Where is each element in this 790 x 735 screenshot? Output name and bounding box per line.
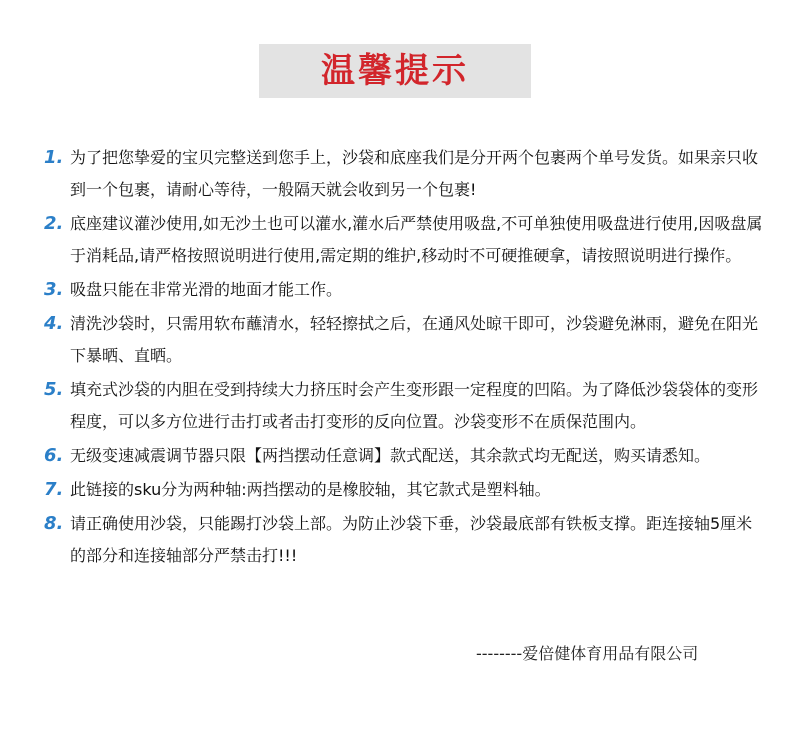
note-number: 3.	[44, 279, 64, 300]
note-item	[44, 374, 764, 438]
note-item	[44, 208, 764, 272]
note-item	[44, 308, 764, 372]
note-item	[44, 142, 764, 206]
note-number: 7.	[44, 479, 64, 500]
title-banner	[259, 44, 531, 98]
note-number: 1.	[44, 147, 64, 168]
note-text: 吸盘只能在非常光滑的地面才能工作。	[70, 280, 343, 299]
note-number: 4.	[44, 313, 64, 334]
note-number: 5.	[44, 379, 64, 400]
note-text: 填充式沙袋的内胆在受到持续大力挤压时会产生变形跟一定程度的凹陷。为了降低沙袋袋体的变形程度，可以多方位进行击打或者击打变形的反向位置。沙袋变形不在质保范围内。	[70, 380, 759, 431]
note-number: 2.	[44, 213, 64, 234]
note-number: 8.	[44, 513, 64, 534]
note-item	[44, 474, 764, 506]
notes-list	[44, 142, 764, 574]
note-number: 6.	[44, 445, 64, 466]
note-text: 请正确使用沙袋，只能踢打沙袋上部。为防止沙袋下垂，沙袋最底部有铁板支撑。距连接轴5厘米的部分和连接轴部分严禁击打!!!	[70, 514, 753, 565]
note-text: 此链接的sku分为两种轴:两挡摆动的是橡胶轴，其它款式是塑料轴。	[70, 480, 551, 499]
page-title: 温馨提示	[321, 51, 469, 91]
note-text: 清洗沙袋时，只需用软布蘸清水，轻轻擦拭之后，在通风处晾干即可，沙袋避免淋雨，避免在阳光下暴晒、直晒。	[70, 314, 759, 365]
company-signature: --------爱倍健体育用品有限公司	[476, 644, 699, 663]
note-item	[44, 508, 764, 572]
note-item	[44, 274, 764, 306]
note-text: 无级变速减震调节器只限【两挡摆动任意调】款式配送，其余款式均无配送，购买请悉知。	[70, 446, 711, 465]
note-item	[44, 440, 764, 472]
note-text: 为了把您挚爱的宝贝完整送到您手上，沙袋和底座我们是分开两个包裹两个单号发货。如果亲只收到一个包裹，请耐心等待，一般隔天就会收到另一个包裹!	[70, 148, 759, 199]
note-text: 底座建议灌沙使用,如无沙土也可以灌水,灌水后严禁使用吸盘,不可单独使用吸盘进行使用,因吸盘属于消耗品,请严格按照说明进行使用,需定期的维护,移动时不可硬推硬拿，请按照说明进行操作。	[70, 214, 763, 265]
